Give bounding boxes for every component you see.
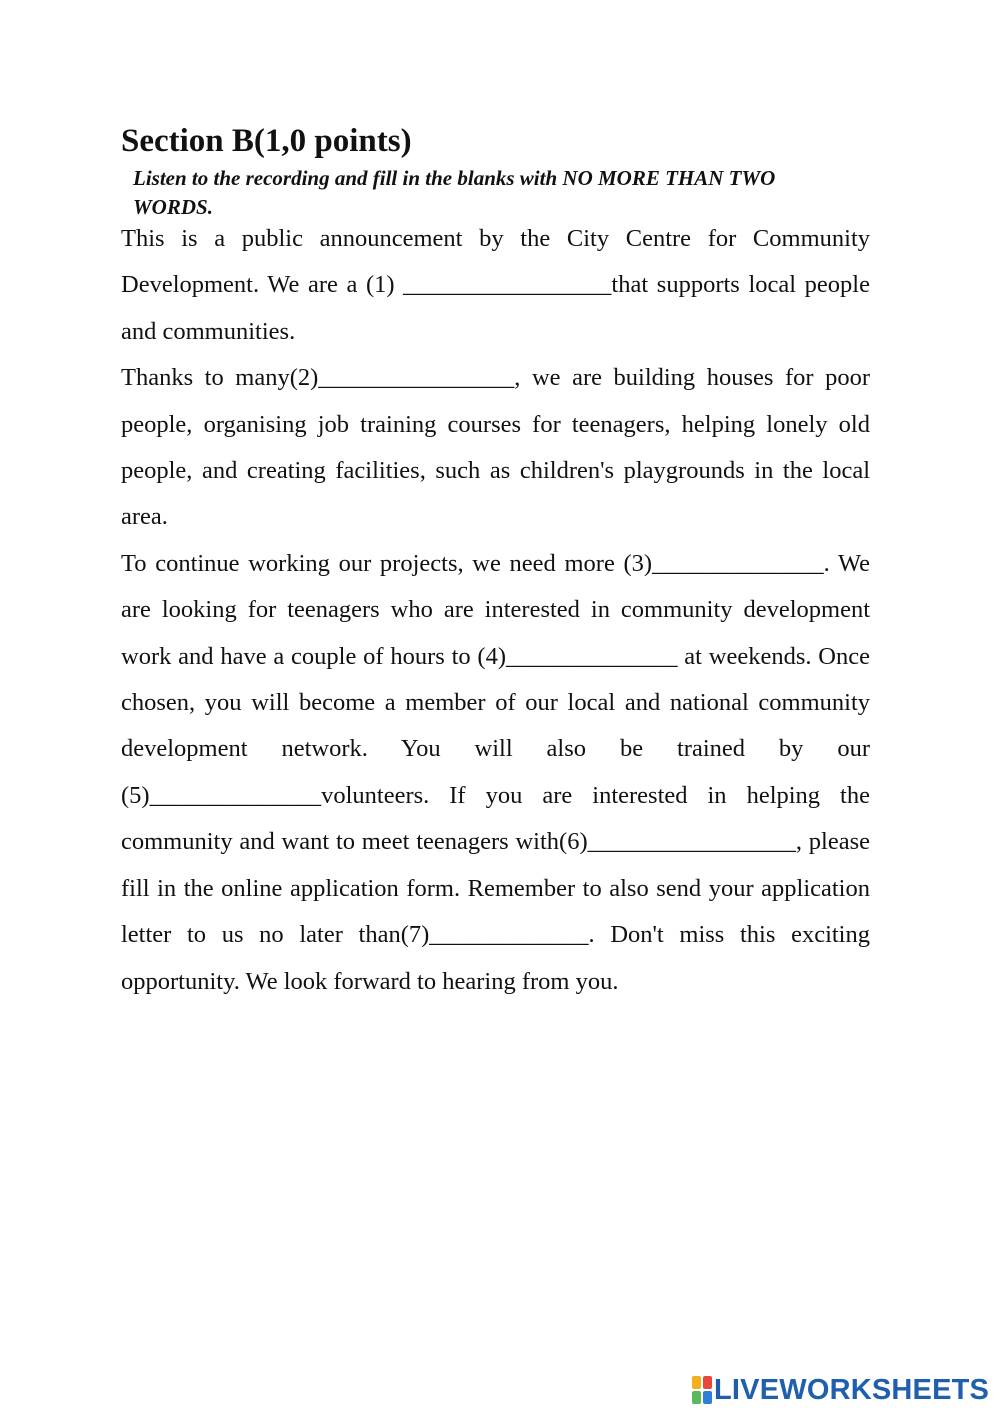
- logo-square: [703, 1391, 712, 1404]
- logo-grid-icon: [692, 1376, 712, 1404]
- blank-2[interactable]: ________________: [318, 364, 515, 392]
- text-segment: Thanks to many(2): [121, 364, 319, 392]
- logo-square: [692, 1376, 701, 1389]
- logo-text: LIVEWORKSHEETS: [714, 1374, 990, 1406]
- blank-4[interactable]: ______________: [506, 642, 678, 670]
- blank-6[interactable]: _________________: [587, 828, 796, 856]
- text-segment: . Don't miss this exciting opportunity. We look forward to hearing from you.: [121, 921, 870, 995]
- text-segment: , we are building houses for poor people, organising job training courses for teenagers, helping lonely old people, and creating facilities, such as children's playgrounds in the local area.: [121, 364, 870, 531]
- text-segment: volunteers. If you are interested in helping the community and want to meet teenagers with(6): [121, 781, 870, 856]
- text-segment: . We are looking for teenagers who are interested in community development work and have a couple of hours to (4): [121, 549, 870, 670]
- instruction-text: Listen to the recording and fill in the blanks with NO MORE THAN TWO WORDS.: [133, 166, 776, 219]
- paragraph-1: [121, 216, 870, 355]
- blank-3[interactable]: ______________: [652, 549, 824, 577]
- text-segment: that supports local people and communities.: [121, 271, 870, 345]
- text-segment: , please fill in the online application form. Remember to also send your application letter to us no later than(7): [121, 828, 870, 949]
- blank-5[interactable]: ______________: [149, 781, 322, 809]
- logo-square: [692, 1391, 701, 1404]
- logo-square: [703, 1376, 712, 1389]
- blank-1[interactable]: _________________: [403, 271, 612, 299]
- announcement-text: [121, 216, 870, 1005]
- liveworksheets-logo: [692, 1374, 989, 1406]
- section-title: Section B(1,0 points): [121, 123, 412, 159]
- text-segment: To continue working our projects, we need more (3): [121, 549, 653, 577]
- paragraph-2: [121, 355, 870, 541]
- text-segment: at weekends. Once chosen, you will become a member of our local and national community development network. You will also be trained by our (5): [121, 642, 870, 809]
- text-segment: This is a public announcement by the City Centre for Community Development. We are a (1): [121, 225, 870, 299]
- blank-7[interactable]: _____________: [429, 921, 589, 949]
- paragraph-3: [121, 541, 870, 1005]
